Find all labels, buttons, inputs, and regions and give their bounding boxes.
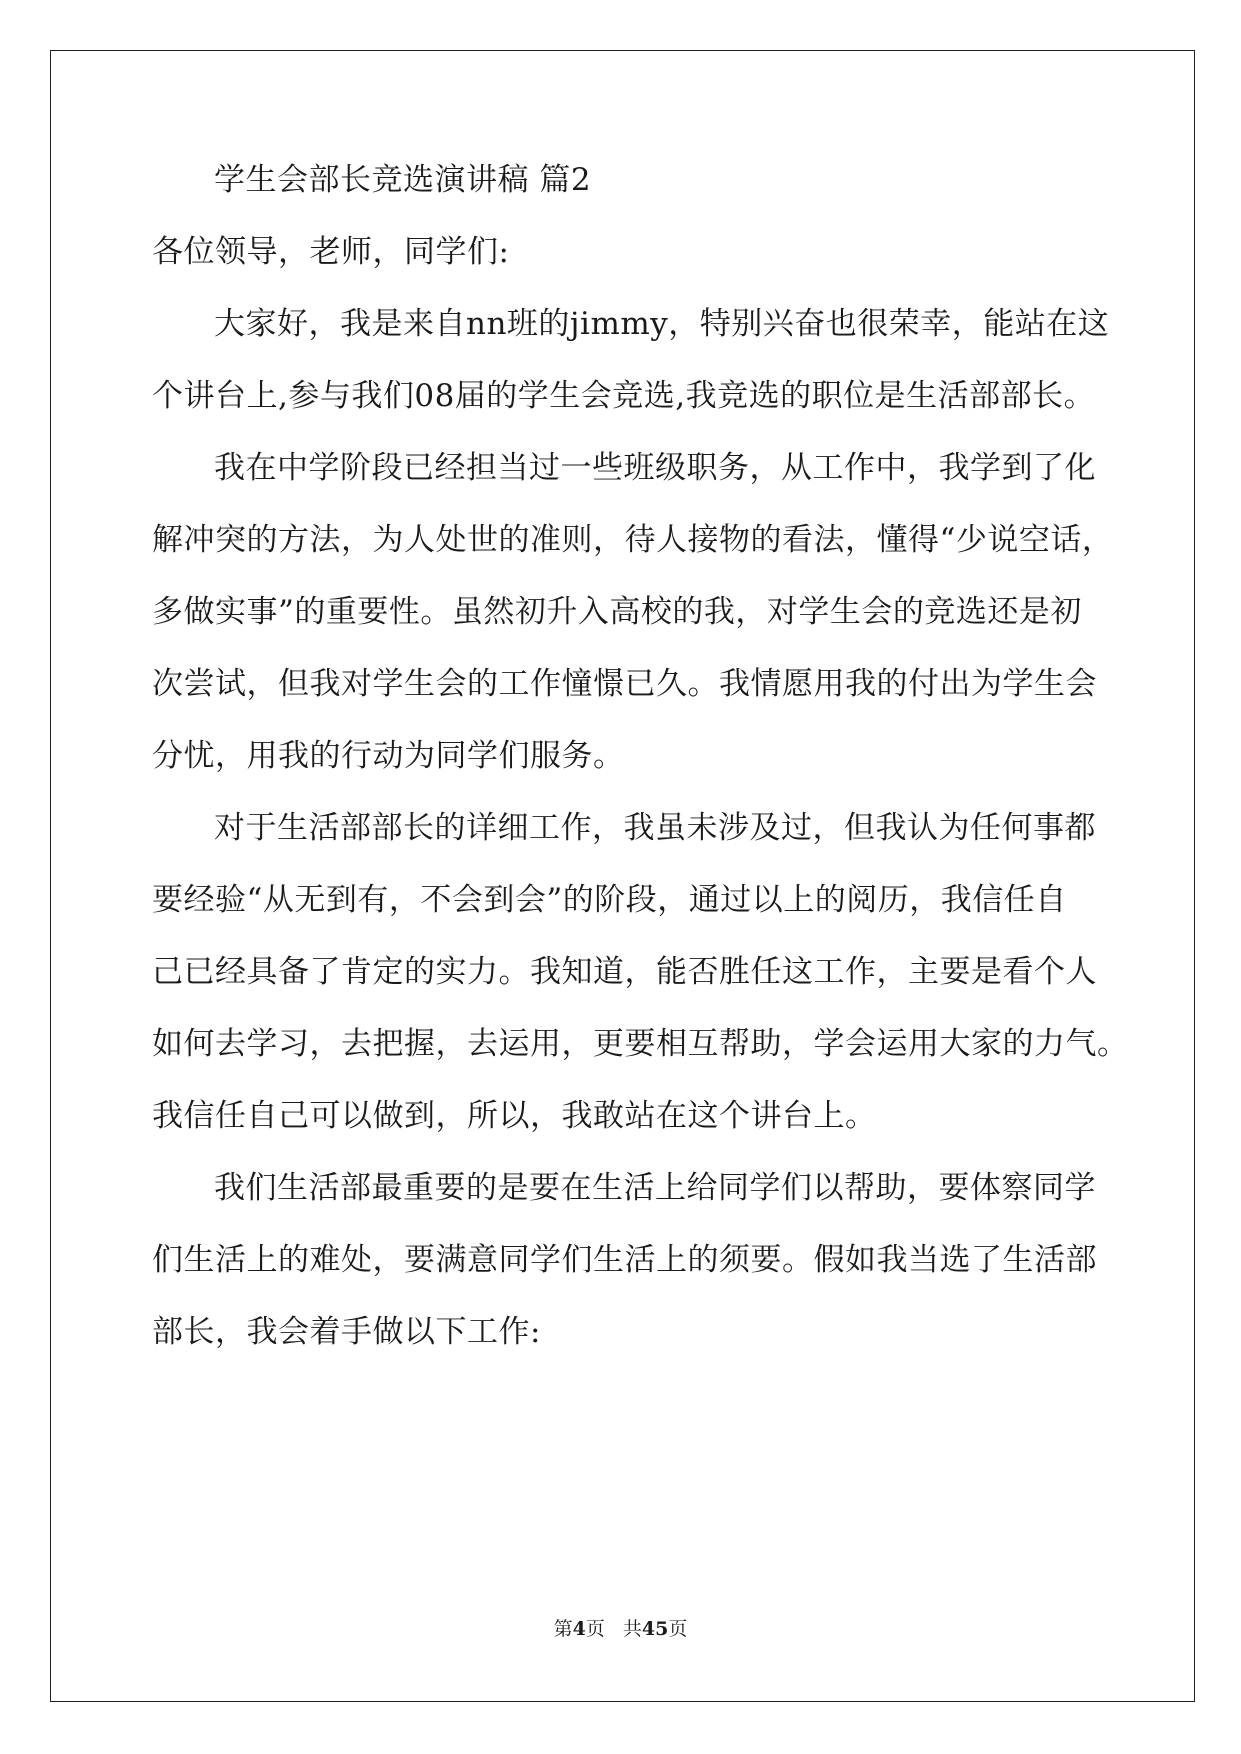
page-footer xyxy=(0,1617,1241,1641)
page-mid: 页 xyxy=(585,1618,605,1640)
text-line: 大家好，我是来自nn班的jimmy，特别兴奋也很荣幸，能站在这 xyxy=(214,306,1110,342)
text-line: 对于生活部部长的详细工作，我虽未涉及过，但我认为任何事都 xyxy=(214,810,1096,846)
text-line: 多做实事”的重要性。虽然初升入高校的我，对学生会的竞选还是初 xyxy=(152,594,1082,630)
total-prefix: 共 xyxy=(622,1618,642,1640)
page-border xyxy=(50,50,1195,1702)
text-line: 己已经具备了肯定的实力。我知道，能否胜任这工作，主要是看个人 xyxy=(152,954,1097,990)
page-current: 4 xyxy=(572,1618,586,1640)
text-line: 我信任自己可以做到，所以，我敢站在这个讲台上。 xyxy=(152,1098,877,1134)
text-line: 分忧，用我的行动为同学们服务。 xyxy=(152,738,625,774)
text-line: 要经验“从无到有，不会到会”的阶段，通过以上的阅历，我信任自 xyxy=(152,882,1067,918)
text-line: 们生活上的难处，要满意同学们生活上的须要。假如我当选了生活部 xyxy=(152,1242,1097,1278)
salutation: 各位领导，老师，同学们: xyxy=(152,234,510,270)
text-line: 次尝试，但我对学生会的工作憧憬已久。我情愿用我的付出为学生会 xyxy=(152,666,1097,702)
text-line: 个讲台上,参与我们08届的学生会竞选,我竞选的职位是生活部部长。 xyxy=(152,378,1096,414)
text-line: 我在中学阶段已经担当过一些班级职务，从工作中，我学到了化 xyxy=(214,450,1096,486)
page-prefix: 第 xyxy=(553,1618,573,1640)
total-suffix: 页 xyxy=(668,1618,688,1640)
page-total: 45 xyxy=(641,1618,669,1640)
text-line: 部长，我会着手做以下工作: xyxy=(152,1314,541,1350)
text-line: 解冲突的方法，为人处世的准则，待人接物的看法，懂得“少说空话， xyxy=(152,522,1114,558)
text-line: 我们生活部最重要的是要在生活上给同学们以帮助，要体察同学 xyxy=(214,1170,1096,1206)
document-heading: 学生会部长竞选演讲稿 篇2 xyxy=(214,162,592,198)
text-line: 如何去学习，去把握，去运用，更要相互帮助，学会运用大家的力气。 xyxy=(152,1026,1129,1062)
